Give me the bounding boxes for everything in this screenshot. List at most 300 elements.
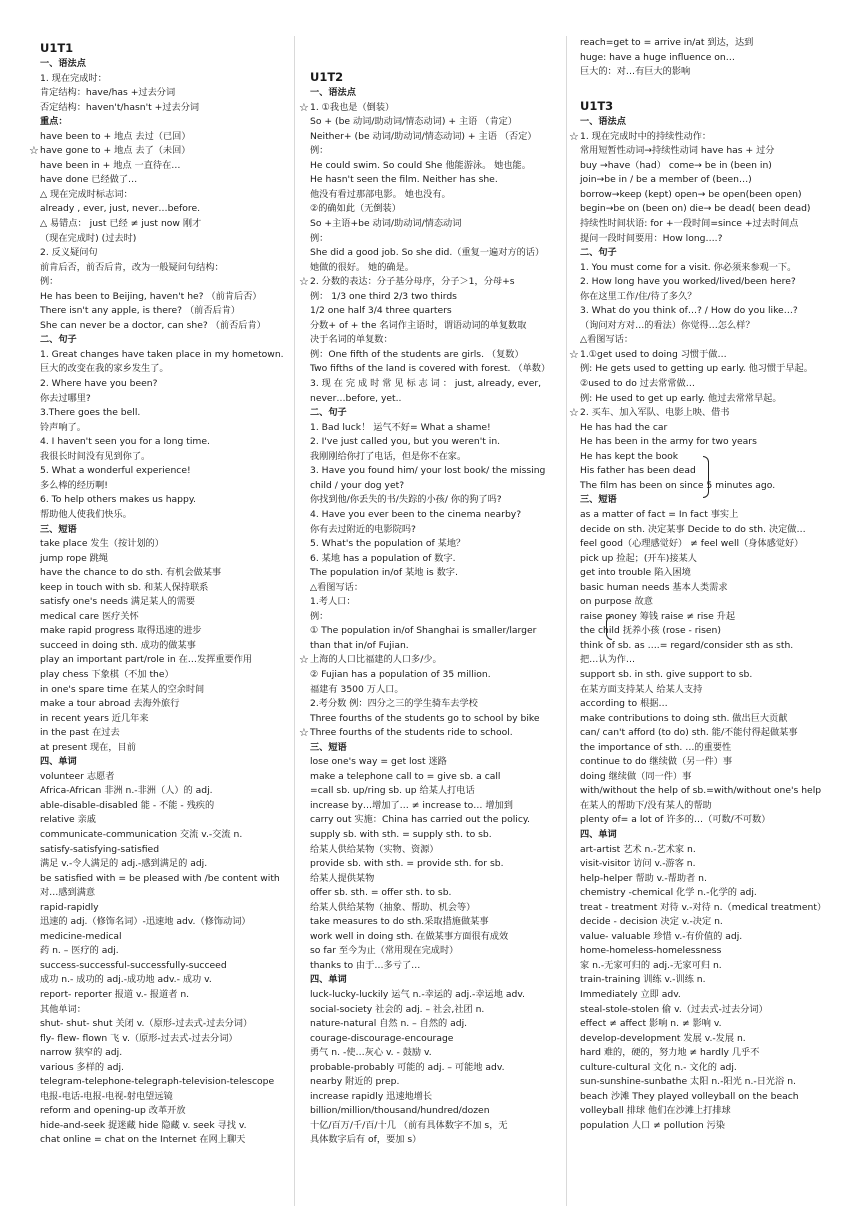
line-text: 在某方面支持某人 给某人支持 xyxy=(580,683,703,695)
line-text: She can never be a doctor, can she? （前否后肯） xyxy=(40,319,266,331)
line-text: He has had the car xyxy=(580,421,668,433)
text-line xyxy=(580,144,828,159)
line-text: 1/2 one half 3/4 three quarters xyxy=(310,305,452,317)
line-text: 2. 反义疑问句 xyxy=(40,247,98,259)
text-line xyxy=(310,581,554,596)
line-text: 提问一段时间要用：How long….? xyxy=(580,232,723,244)
text-line xyxy=(580,653,828,668)
line-text: 常用短暂性动词→持续性动词 have has + 过分 xyxy=(580,145,775,157)
text-line xyxy=(310,639,554,654)
line-text: 我很长时间没有见到你了。 xyxy=(40,450,151,462)
line-text: 肯定结构：have/has +过去分词 xyxy=(40,87,176,99)
line-text: relative 亲戚 xyxy=(40,814,96,826)
text-line xyxy=(310,246,554,261)
text-line xyxy=(310,493,554,508)
text-line xyxy=(580,683,828,698)
section-heading xyxy=(40,115,287,130)
text-line xyxy=(580,232,828,247)
line-text: the importance of sth. …的重要性 xyxy=(580,741,732,753)
line-text: 二、句子 xyxy=(580,247,617,259)
line-text: Africa-African 非洲 n.-非洲（人）的 adj. xyxy=(40,785,213,797)
unit-title xyxy=(40,40,287,57)
text-line xyxy=(40,857,287,872)
line-text: 3.There goes the bell. xyxy=(40,407,141,419)
line-text: △看图写话： xyxy=(310,581,364,593)
line-text: 1.考人口： xyxy=(310,596,356,608)
line-text: 5. What a wonderful experience! xyxy=(40,465,191,477)
text-line xyxy=(310,51,554,66)
text-line xyxy=(310,202,554,217)
line-text: increase by…增加了… ≠ increase to… 增加到 xyxy=(310,799,513,811)
line-text: 满足 v.-令人满足的 adj.-感到满足的 adj. xyxy=(40,858,208,870)
line-text: 2. How long have you worked/lived/been here? xyxy=(580,276,796,288)
text-line xyxy=(580,1090,828,1105)
star-icon: ☆ xyxy=(299,275,309,289)
line-text: on purpose 故意 xyxy=(580,596,653,608)
line-text: So +主语+be 动词/助动词/情态动词 xyxy=(310,218,462,230)
line-text: U1T2 xyxy=(310,70,344,85)
star-icon: ☆ xyxy=(299,100,309,114)
text-line xyxy=(40,290,287,305)
line-text: △看图写话： xyxy=(580,334,634,346)
line-text: make a telephone call to = give sb. a call xyxy=(310,770,501,782)
line-text: The population in/of 某地 is 数字. xyxy=(310,567,458,579)
section-heading xyxy=(310,406,554,421)
text-line xyxy=(299,653,554,668)
text-line xyxy=(40,1017,287,1032)
section-heading xyxy=(580,828,828,843)
text-line xyxy=(310,799,554,814)
text-line xyxy=(310,813,554,828)
text-line xyxy=(40,537,287,552)
section-heading xyxy=(310,741,554,756)
text-line xyxy=(40,624,287,639)
line-text: decide on sth. 决定某事 Decide to do sth. 决定做… xyxy=(580,523,806,535)
line-text: never…before, yet.. xyxy=(310,392,402,404)
line-text: 多么棒的经历啊! xyxy=(40,479,108,491)
text-line xyxy=(40,668,287,683)
text-line xyxy=(40,988,287,1003)
text-line xyxy=(310,712,554,727)
line-text: have been to + 地点 去过（已回） xyxy=(40,130,191,142)
line-text: （现在完成时) (过去时) xyxy=(40,232,137,244)
text-line xyxy=(310,377,554,392)
line-text: 2. 买车、加入军队、电影上映、借书 xyxy=(580,407,730,419)
text-line xyxy=(40,843,287,858)
section-heading xyxy=(40,333,287,348)
line-text: △ 现在完成时标志词： xyxy=(40,188,133,200)
line-text: chat online = chat on the Internet 在网上聊天 xyxy=(40,1134,246,1146)
text-line xyxy=(580,668,828,683)
text-line xyxy=(310,697,554,712)
line-text: 例: He gets used to getting up early. 他习惯于早起。 xyxy=(580,363,813,375)
line-text: take place 发生（按计划的） xyxy=(40,538,164,550)
line-text: make rapid progress 取得迅速的进步 xyxy=(40,625,202,637)
line-text: 其他单词： xyxy=(40,1003,86,1015)
line-text: increase rapidly 迅速地增长 xyxy=(310,1090,433,1102)
text-line xyxy=(310,1017,554,1032)
text-line xyxy=(310,435,554,450)
section-heading xyxy=(40,57,287,72)
text-line xyxy=(40,697,287,712)
text-line xyxy=(569,347,828,363)
text-line xyxy=(40,944,287,959)
line-text: 例： xyxy=(40,276,59,288)
line-text: 例： xyxy=(310,232,329,244)
text-line xyxy=(580,610,828,625)
line-text: 例：One fifth of the students are girls. （复数） xyxy=(310,348,524,360)
text-line xyxy=(40,246,287,261)
text-line xyxy=(580,697,828,712)
line-text: 6. To help others makes us happy. xyxy=(40,494,196,506)
text-line xyxy=(310,770,554,785)
line-text: He has kept the book xyxy=(580,450,679,462)
star-icon: ☆ xyxy=(29,144,39,158)
text-line xyxy=(310,624,554,639)
text-line xyxy=(580,508,828,523)
line-text: 给某人供给某物（实物、资源） xyxy=(310,843,439,855)
text-line xyxy=(310,944,554,959)
text-line xyxy=(580,988,828,1003)
text-line xyxy=(310,217,554,232)
text-line xyxy=(580,813,828,828)
text-line xyxy=(40,275,287,290)
line-text: 你去过哪里? xyxy=(40,392,91,404)
line-text: 你在这里工作/住/待了多久？ xyxy=(580,290,697,302)
text-line xyxy=(310,464,554,479)
line-text: 2. Where have you been? xyxy=(40,378,158,390)
text-line xyxy=(310,784,554,799)
text-line xyxy=(40,915,287,930)
line-text: supply sb. with sth. = supply sth. to sb. xyxy=(310,828,492,840)
text-line xyxy=(310,683,554,698)
line-text: He has been in the army for two years xyxy=(580,436,757,448)
line-text: Three fourths of the students ride to school. xyxy=(310,727,513,739)
line-text: 给某人提供某物 xyxy=(310,872,375,884)
line-text: in one's spare time 在某人的空余时间 xyxy=(40,683,205,695)
line-text: success-successful-successfully-succeed xyxy=(40,959,227,971)
line-text: carry out 实施：China has carried out the policy. xyxy=(310,814,530,826)
unit-title xyxy=(310,69,554,86)
line-text: 二、句子 xyxy=(40,334,77,346)
text-line xyxy=(310,1075,554,1090)
column-divider xyxy=(294,36,295,1206)
text-line xyxy=(580,901,828,916)
line-text: sun-sunshine-sunbathe 太阳 n.-阳光 n.-日光浴 n. xyxy=(580,1076,796,1088)
text-line xyxy=(310,537,554,552)
line-text: She did a good job. So she did.（重复一遍对方的话） xyxy=(310,247,545,259)
line-text: 1.①get used to doing 习惯于做… xyxy=(580,348,727,360)
text-line xyxy=(310,290,554,305)
line-text: 四、单词 xyxy=(580,828,617,840)
star-icon: ☆ xyxy=(569,347,579,361)
text-line xyxy=(40,421,287,436)
line-text: 把…认为作… xyxy=(580,654,636,666)
line-text: 我刚刚给你打了电话，但是你不在家。 xyxy=(310,450,467,462)
line-text: 2.考分数 例：四分之三的学生骑车去学校 xyxy=(310,698,478,710)
text-line xyxy=(580,872,828,887)
text-line xyxy=(40,581,287,596)
line-text: 你找到他/你丢失的书/失踪的小孩/ 你的狗了吗? xyxy=(310,494,502,506)
text-line xyxy=(299,275,554,290)
line-text: 否定结构：haven't/hasn't +过去分词 xyxy=(40,101,200,113)
line-text: 帮助他人使我们快乐。 xyxy=(40,508,132,520)
text-line xyxy=(310,36,554,51)
text-line xyxy=(310,1046,554,1061)
star-icon: ☆ xyxy=(569,129,579,143)
line-text: 铃声响了。 xyxy=(40,421,86,433)
line-text: beach 沙滩 They played volleyball on the beach xyxy=(580,1090,799,1102)
text-line xyxy=(40,72,287,87)
text-line xyxy=(40,173,287,188)
line-text: 持续性时间状语: for +一段时间=since +过去时间点 xyxy=(580,218,799,230)
line-text: nearby 附近的 prep. xyxy=(310,1076,400,1088)
line-text: 重点： xyxy=(40,116,68,128)
text-line xyxy=(40,362,287,377)
text-line xyxy=(580,304,828,319)
line-text: the child 抚养小孩 (rose - risen) xyxy=(580,625,721,637)
line-text: 三、短语 xyxy=(40,523,77,535)
text-line xyxy=(40,552,287,567)
brace-for-two-years xyxy=(703,456,709,498)
line-text: fly- flew- flown 飞 v.（原形-过去式-过去分词） xyxy=(40,1032,238,1044)
line-text: plenty of= a lot of 许多的…（可数/不可数） xyxy=(580,814,771,826)
line-text: hard 难的，硬的，努力地 ≠ hardly 几乎不 xyxy=(580,1047,760,1059)
line-text: culture-cultural 文化 n.- 文化的 adj. xyxy=(580,1061,737,1073)
line-text: support sb. in sth. give support to sb. xyxy=(580,668,753,680)
line-text: 6. 某地 has a population of 数字. xyxy=(310,552,456,564)
text-line xyxy=(580,581,828,596)
text-line xyxy=(40,784,287,799)
line-text: home-homeless-homelessness xyxy=(580,945,722,957)
text-line xyxy=(580,857,828,872)
text-line xyxy=(580,624,828,639)
line-text: report- reporter 报道 v.- 报道者 n. xyxy=(40,989,190,1000)
line-text: 3. What do you think of…? / How do you like…? xyxy=(580,305,798,317)
line-text: He hasn't seen the film. Neither has she. xyxy=(310,174,498,186)
text-line xyxy=(40,930,287,945)
line-text: provide sb. with sth. = provide sth. for sb. xyxy=(310,858,504,870)
column-divider xyxy=(566,36,567,1206)
text-line xyxy=(40,464,287,479)
line-text: help-helper 帮助 v.-帮助者 n. xyxy=(580,872,707,884)
line-text: join→be in / be a member of (been…) xyxy=(580,174,752,186)
section-heading xyxy=(310,86,554,101)
text-line xyxy=(40,886,287,901)
text-line xyxy=(580,290,828,305)
line-text: telegram-telephone-telegraph-television-telescope xyxy=(40,1076,275,1088)
text-line xyxy=(580,523,828,538)
line-text: lose one's way = get lost 迷路 xyxy=(310,756,447,768)
text-line xyxy=(310,450,554,465)
text-line xyxy=(580,362,828,377)
text-line xyxy=(40,1032,287,1047)
line-text: 十亿/百万/千/百/十几 （前有具体数字不加 s，无 xyxy=(310,1119,508,1131)
star-icon: ☆ xyxy=(299,726,309,740)
text-line xyxy=(299,100,554,116)
text-line xyxy=(40,101,287,116)
text-line xyxy=(40,159,287,174)
text-line xyxy=(40,1003,287,1018)
text-line xyxy=(580,65,828,80)
text-line xyxy=(310,508,554,523)
line-text: He has been to Beijing, haven't he? （前肯后否） xyxy=(40,290,262,302)
text-line xyxy=(580,217,828,232)
text-line xyxy=(310,421,554,436)
text-line xyxy=(40,202,287,217)
line-text: basic human needs 基本人类需求 xyxy=(580,581,728,593)
line-text: 1. Great changes have taken place in my hometown. xyxy=(40,348,284,360)
line-text: 3. Have you found him/ your lost book/ the missing xyxy=(310,465,546,477)
text-line xyxy=(40,799,287,814)
line-text: courage-discourage-encourage xyxy=(310,1032,454,1044)
section-heading xyxy=(310,973,554,988)
line-text: So + (be 动词/助动词/情态动词) + 主语 （肯定） xyxy=(310,116,518,128)
text-line xyxy=(310,595,554,610)
line-text: 上海的人口比福建的人口多/少。 xyxy=(310,654,442,666)
line-text: satisfy one's needs 满足某人的需要 xyxy=(40,596,196,608)
line-text: raise money 筹钱 raise ≠ rise 升起 xyxy=(580,610,736,622)
section-heading xyxy=(40,523,287,538)
line-text: 分数+ of + the 名词作主语时，谓语动词的单复数取 xyxy=(310,319,527,331)
line-text: in the past 在过去 xyxy=(40,727,120,739)
line-text: with/without the help of sb.=with/without one's help xyxy=(580,785,822,797)
line-text: play chess 下象棋（不加 the） xyxy=(40,668,174,680)
line-text: able-disable-disabled 能 - 不能 - 残疾的 xyxy=(40,799,215,811)
line-text: can/ can't afford (to do) sth. 能/不能付得起做某事 xyxy=(580,727,798,739)
line-text: Two fifths of the land is covered with forest. （单数） xyxy=(310,363,551,375)
text-line xyxy=(580,886,828,901)
text-line xyxy=(40,959,287,974)
text-line xyxy=(310,261,554,276)
line-text: borrow→keep (kept) open→ be open(been open) xyxy=(580,188,802,200)
line-text: 1. You must come for a visit. 你必须来参观一下。 xyxy=(580,261,797,273)
text-line xyxy=(40,901,287,916)
line-text: art-artist 艺术 n.-艺术家 n. xyxy=(580,843,696,855)
line-text: ②used to do 过去常常做… xyxy=(580,378,695,390)
text-line xyxy=(40,508,287,523)
text-line xyxy=(580,915,828,930)
line-text: narrow 狭窄的 adj. xyxy=(40,1047,123,1059)
text-line xyxy=(310,668,554,683)
line-text: have the chance to do sth. 有机会做某事 xyxy=(40,567,222,579)
text-line xyxy=(310,886,554,901)
text-line xyxy=(310,479,554,494)
text-line xyxy=(580,392,828,407)
line-text: =call sb. up/ring sb. up 给某人打电话 xyxy=(310,785,475,797)
unit-title xyxy=(580,98,828,115)
line-text: 5. What's the population of 某地？ xyxy=(310,538,466,550)
text-line xyxy=(310,828,554,843)
line-text: various 多样的 adj. xyxy=(40,1061,124,1073)
section-heading xyxy=(580,246,828,261)
line-text: 三、短语 xyxy=(310,741,347,753)
text-line xyxy=(40,1119,287,1134)
line-text: take measures to do sth.采取措施做某事 xyxy=(310,916,489,928)
line-text: 三、短语 xyxy=(580,494,617,506)
line-text: 巨大的：对…有巨大的影响 xyxy=(580,66,691,78)
text-line xyxy=(310,872,554,887)
text-line xyxy=(310,1090,554,1105)
text-line xyxy=(40,450,287,465)
line-text: keep in touch with sb. 和某人保持联系 xyxy=(40,581,209,593)
line-text: 1. ①我也是（倒装） xyxy=(310,101,395,113)
line-text: Immediately 立即 adv. xyxy=(580,989,681,1000)
line-text: 福建有 3500 万人口。 xyxy=(310,683,404,695)
line-text: Three fourths of the students go to school by bike xyxy=(310,712,540,724)
text-line xyxy=(310,566,554,581)
text-line xyxy=(580,566,828,581)
line-text: ① The population in/of Shanghai is smaller/larger xyxy=(310,625,537,637)
line-text: 2. 分数的表达：分子基分母序，分子＞1，分母+s xyxy=(310,276,515,288)
line-text: treat - treatment 对待 v.-对待 n.（medical treatment） xyxy=(580,901,827,913)
text-line xyxy=(40,1061,287,1076)
line-text: ② Fujian has a population of 35 million. xyxy=(310,668,491,680)
line-text: make contributions to doing sth. 做出巨大贡献 xyxy=(580,712,788,724)
line-text: shut- shut- shut 关闭 v.（原形-过去式-过去分词） xyxy=(40,1018,253,1030)
line-text: decide - decision 决定 v.-决定 n. xyxy=(580,916,723,928)
line-text: as a matter of fact = In fact 事实上 xyxy=(580,508,739,520)
line-text: 4. Have you ever been to the cinema nearby? xyxy=(310,508,522,520)
text-line xyxy=(40,653,287,668)
text-line xyxy=(40,610,287,625)
text-line xyxy=(580,1061,828,1076)
line-text: jump rope 跳绳 xyxy=(40,552,109,564)
text-line xyxy=(310,930,554,945)
line-text: Neither+ (be 动词/助动词/情态动词) + 主语 （否定） xyxy=(310,130,537,142)
text-line xyxy=(40,217,287,232)
line-text: make a tour abroad 去海外旅行 xyxy=(40,698,180,710)
text-line xyxy=(310,552,554,567)
star-icon: ☆ xyxy=(569,406,579,420)
line-text: visit-visitor 访问 v.-游客 n. xyxy=(580,858,696,870)
text-line xyxy=(40,130,287,145)
text-line xyxy=(580,712,828,727)
text-line xyxy=(40,1090,287,1105)
text-line xyxy=(310,304,554,319)
line-text: get into trouble 陷入困境 xyxy=(580,567,691,579)
line-text: 一、语法点 xyxy=(310,87,356,99)
text-line xyxy=(580,1003,828,1018)
line-text: pick up 捡起；(开车)接某人 xyxy=(580,552,697,564)
text-line xyxy=(580,784,828,799)
text-line xyxy=(580,421,828,436)
text-line xyxy=(310,319,554,334)
line-text: satisfy-satisfying-satisfied xyxy=(40,843,160,855)
line-text: at present 现在，目前 xyxy=(40,741,136,753)
text-line xyxy=(40,639,287,654)
line-text: 四、单词 xyxy=(310,974,347,986)
brace-raise xyxy=(606,616,612,640)
text-line xyxy=(580,159,828,174)
text-line xyxy=(40,86,287,101)
line-text: 前肯后否，前否后肯，改为一般疑问句结构： xyxy=(40,261,224,273)
text-line xyxy=(299,726,554,741)
text-line xyxy=(310,188,554,203)
line-text: rapid-rapidly xyxy=(40,901,99,913)
text-line xyxy=(580,202,828,217)
text-line xyxy=(40,232,287,247)
text-line xyxy=(310,333,554,348)
text-line xyxy=(40,770,287,785)
line-text: 对…感到满意 xyxy=(40,887,96,899)
line-text: 4. I haven't seen you for a long time. xyxy=(40,436,210,448)
text-line xyxy=(580,1119,828,1134)
text-line xyxy=(40,1075,287,1090)
line-text: effect ≠ affect 影响 n. ≠ 影响 v. xyxy=(580,1018,722,1030)
text-line xyxy=(40,319,287,334)
line-text: U1T3 xyxy=(580,99,614,114)
